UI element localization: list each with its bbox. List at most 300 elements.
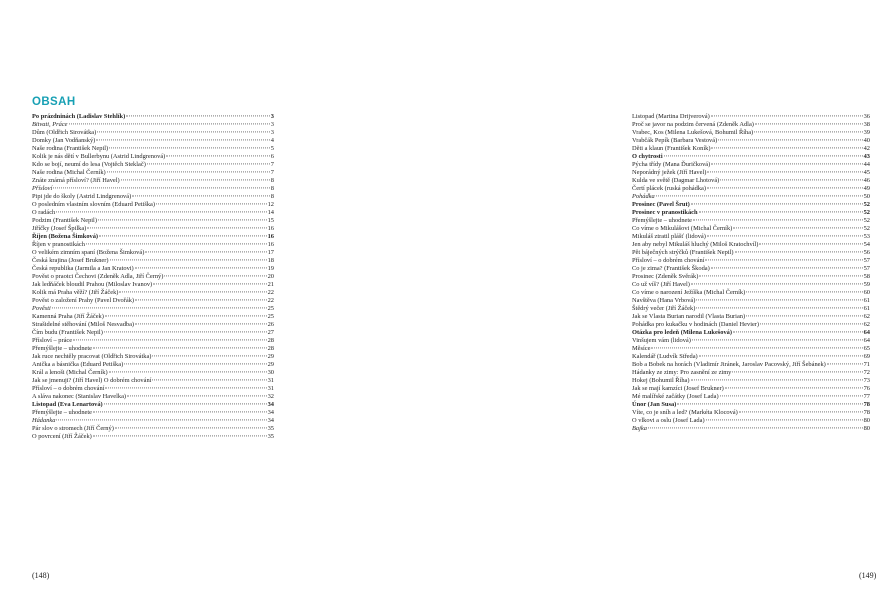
toc-entry-page: 76: [863, 385, 870, 392]
toc-entry-title: Otázka pro ledeň (Milena Lukešová): [632, 329, 733, 336]
dot-leader: [98, 219, 267, 220]
toc-entry-page: 35: [267, 433, 274, 440]
toc-entry-title: Pipi jde do školy (Astrid Lindgrenová): [32, 193, 132, 200]
toc-entry-page: 7: [270, 161, 274, 168]
toc-entry-title: Měsíce: [632, 345, 651, 352]
toc-entry-page: 22: [267, 297, 274, 304]
toc-entry-page: 61: [863, 305, 870, 312]
toc-entry: [632, 329, 870, 337]
toc-entry-page: 30: [267, 369, 274, 376]
toc-entry: [632, 161, 870, 169]
toc-entry: [32, 121, 274, 129]
toc-entry-title: Listopad (Eva Lenartová): [32, 401, 103, 408]
toc-entry-title: Vrabčák Pepík (Barbara Vestová): [632, 137, 718, 144]
toc-entry: [32, 297, 274, 305]
toc-entry-title: Pýcha třídy (Mana Ďuričková): [632, 161, 711, 168]
dot-leader: [733, 227, 862, 228]
toc-entry: [32, 289, 274, 297]
toc-entry-title: Kamenná Praha (Jiří Žáček): [32, 313, 104, 320]
dot-leader: [691, 203, 863, 204]
toc-entry: [32, 417, 274, 425]
toc-entry-title: Král a lenoši (Michal Černík): [32, 369, 108, 376]
toc-entry-page: 26: [267, 321, 274, 328]
dot-leader: [119, 291, 266, 292]
right-page: [300, 0, 876, 600]
dot-leader: [156, 203, 267, 204]
dot-leader: [746, 315, 863, 316]
dot-leader: [153, 283, 266, 284]
toc-entry: [32, 273, 274, 281]
toc-entry-title: Vinšujem vám (lidová): [632, 337, 691, 344]
toc-entry: [32, 177, 274, 185]
toc-entry-page: 16: [267, 233, 274, 240]
dot-leader: [105, 387, 266, 388]
toc-entry: [32, 113, 274, 121]
toc-entry-title: O vlkovi a oslu (Josef Lada): [632, 417, 705, 424]
toc-entry: [32, 393, 274, 401]
dot-leader: [827, 363, 863, 364]
toc-entry-title: Říjen v pranostikách: [32, 241, 85, 248]
dot-leader: [711, 115, 863, 116]
toc-entry-page: 54: [863, 241, 870, 248]
toc-entry-title: Kalendář (Ludvík Středa): [632, 353, 698, 360]
toc-entry: [32, 337, 274, 345]
toc-entry-page: 62: [863, 321, 870, 328]
toc-entry-title: Vrabec, Kos (Milena Lukešová, Bohumil Říha): [632, 129, 754, 136]
dot-leader: [656, 195, 863, 196]
dot-leader: [93, 411, 267, 412]
toc-entry-page: 64: [863, 337, 870, 344]
toc-entry-page: 27: [267, 329, 274, 336]
toc-entry-page: 5: [270, 145, 274, 152]
dot-leader: [135, 267, 267, 268]
toc-entry: [632, 353, 870, 361]
toc-entry-page: 40: [863, 137, 870, 144]
dot-leader: [109, 371, 267, 372]
dot-leader: [707, 171, 862, 172]
toc-entry: [632, 129, 870, 137]
dot-leader: [720, 395, 863, 396]
toc-entry-title: Kdo se bojí, neumí do lesa (Vojtěch Steklač): [32, 161, 146, 168]
dot-leader: [691, 379, 863, 380]
toc-entry-page: 45: [863, 169, 870, 176]
toc-entry: [632, 337, 870, 345]
toc-entry-title: Pár slov o stromech (Jiří Černý): [32, 425, 114, 432]
toc-entry: [632, 225, 870, 233]
toc-entry-page: 60: [863, 289, 870, 296]
toc-entry: [632, 185, 870, 193]
toc-entry: [32, 377, 274, 385]
toc-entry-title: Hádanka: [32, 417, 56, 424]
toc-entry-page: 7: [270, 169, 274, 176]
toc-entry-title: Přemýšlejte – uhodnete: [632, 217, 692, 224]
dot-leader: [735, 251, 863, 252]
dot-leader: [699, 275, 862, 276]
toc-entry: [632, 425, 870, 433]
toc-entry-title: Domky (Jan Vodňanský): [32, 137, 96, 144]
toc-entry-page: 17: [267, 249, 274, 256]
toc-entry: [32, 137, 274, 145]
dot-leader: [132, 195, 270, 196]
toc-entry-title: Strašidelné stěhování (Miloš Nesvadba): [32, 321, 135, 328]
toc-entry: [632, 305, 870, 313]
toc-entry: [632, 417, 870, 425]
toc-entry-page: 29: [267, 361, 274, 368]
toc-entry-page: 52: [863, 217, 870, 224]
toc-entry: [632, 401, 870, 409]
toc-entry-title: Bitvati, Práce: [32, 121, 68, 128]
toc-entry-title: Jiříčky (Josef Špilka): [32, 225, 87, 232]
toc-entry-title: Přemýšlejte – uhodnete: [32, 345, 92, 352]
dot-leader: [107, 171, 270, 172]
toc-entry-title: Mé malířské začátky (Josef Lada): [632, 393, 719, 400]
toc-entry: [32, 241, 274, 249]
toc-entry: [632, 177, 870, 185]
dot-leader: [121, 179, 270, 180]
dot-leader: [718, 139, 862, 140]
toc-entry: [632, 385, 870, 393]
toc-entry-title: Přísloví – o dobrém chování: [632, 257, 705, 264]
left-page: [0, 0, 300, 600]
dot-leader: [706, 419, 863, 420]
toc-entry-title: Co už víš? (Jiří Havel): [632, 281, 690, 288]
toc-entry: [32, 257, 274, 265]
toc-entry: [32, 361, 274, 369]
toc-entry-title: Bob a Bobek na horách (Vladimír Jiránek, Jaroslav Pacovský, Jiří Šebánek): [632, 361, 826, 368]
toc-entry: [632, 193, 870, 201]
dot-leader: [732, 371, 862, 372]
toc-entry: [32, 345, 274, 353]
toc-entry: [32, 433, 274, 441]
toc-entry-page: 77: [863, 393, 870, 400]
toc-entry-title: Jak se Vlasta Burian narodil (Vlasta Burian): [632, 313, 746, 320]
toc-entry-page: 15: [267, 217, 274, 224]
dot-leader: [755, 123, 863, 124]
toc-entry: [632, 297, 870, 305]
toc-entry: [32, 185, 274, 193]
toc-entry: [32, 193, 274, 201]
dot-leader: [677, 403, 862, 404]
toc-entry-title: Pohádka pro kukačku v hodinách (Daniel Hevier): [632, 321, 760, 328]
toc-entry: [632, 393, 870, 401]
toc-entry-page: 21: [267, 281, 274, 288]
dot-leader: [135, 299, 267, 300]
toc-entry: [32, 161, 274, 169]
dot-leader: [96, 139, 269, 140]
toc-entry-page: 32: [267, 393, 274, 400]
toc-entry-title: Únor (Jan Susa): [632, 401, 677, 408]
dot-leader: [707, 235, 863, 236]
dot-leader: [760, 323, 863, 324]
dot-leader: [93, 347, 267, 348]
toc-entry-page: 35: [267, 425, 274, 432]
toc-entry: [32, 353, 274, 361]
toc-entry-page: 71: [863, 361, 870, 368]
dot-leader: [124, 363, 266, 364]
dot-leader: [127, 395, 267, 396]
toc-entry: [32, 225, 274, 233]
dot-leader: [104, 331, 267, 332]
toc-entry-title: O posledním vlastním slovním (Eduard Petiška): [32, 201, 156, 208]
toc-entry: [32, 369, 274, 377]
toc-entry-title: Jak ledňáček bloudil Prahou (Miloslav Ivanov): [32, 281, 153, 288]
toc-entry: [32, 321, 274, 329]
toc-entry-title: Dům (Oldřich Sirovátka): [32, 129, 97, 136]
toc-entry-title: Jak se mají kamzíci (Josef Brukner): [632, 385, 724, 392]
dot-leader: [145, 251, 266, 252]
dot-leader: [739, 411, 863, 412]
dot-leader: [754, 131, 862, 132]
dot-leader: [93, 435, 267, 436]
toc-entry-title: Pověst o praotci Čechovi (Zdeněk Adla, Jiří Černý): [32, 273, 164, 280]
toc-entry-page: 46: [863, 177, 870, 184]
dot-leader: [699, 355, 863, 356]
toc-entry-title: Hádanky ze zimy: Pro zasnění ze zimy: [632, 369, 732, 376]
dot-leader: [711, 147, 862, 148]
toc-entry-title: Kolik je nás dětí v Bullerbynu (Astrid Lindgrenová): [32, 153, 166, 160]
toc-entry-title: Podzim (František Nepil): [32, 217, 97, 224]
dot-leader: [648, 427, 863, 428]
toc-list-right: [632, 113, 870, 433]
toc-entry-title: Naše rodina (Michal Černík): [32, 169, 106, 176]
toc-entry-title: Přísloví – o dobrém chování: [32, 385, 105, 392]
toc-entry: [32, 305, 274, 313]
dot-leader: [73, 339, 266, 340]
toc-title: OBSAH: [32, 96, 76, 108]
toc-entry-page: 12: [267, 201, 274, 208]
dot-leader: [166, 155, 270, 156]
toc-entry-title: Co je zima? (František Škoda): [632, 265, 710, 272]
toc-entry-title: Pět báječných strýčků (František Nepil): [632, 249, 734, 256]
toc-entry-page: 3: [270, 129, 274, 136]
toc-entry-page: 52: [863, 201, 870, 208]
toc-entry: [632, 217, 870, 225]
toc-entry-title: Čím budu (František Nepil): [32, 329, 103, 336]
toc-entry-page: 39: [863, 129, 870, 136]
dot-leader: [699, 211, 863, 212]
toc-entry: [32, 401, 274, 409]
toc-entry-page: 6: [270, 153, 274, 160]
toc-entry-page: 73: [863, 377, 870, 384]
toc-entry-title: Česká republika (Jarmila a Jan Kratovi): [32, 265, 134, 272]
toc-entry: [32, 201, 274, 209]
toc-entry-title: Hokej (Bohumil Říha): [632, 377, 690, 384]
toc-entry: [32, 249, 274, 257]
dot-leader: [720, 179, 862, 180]
toc-entry-title: Bajka: [632, 425, 647, 432]
toc-entry-page: 20: [267, 273, 274, 280]
toc-entry-title: Proč se javor na podzim červená (Zdeněk Adla): [632, 121, 754, 128]
toc-entry-page: 78: [863, 409, 870, 416]
dot-leader: [693, 219, 863, 220]
dot-leader: [135, 323, 267, 324]
dot-leader: [746, 291, 862, 292]
page-number-right: (149): [859, 571, 876, 580]
toc-entry: [632, 121, 870, 129]
toc-entry-page: 57: [863, 265, 870, 272]
dot-leader: [126, 115, 270, 116]
toc-entry-title: Přísloví: [32, 185, 53, 192]
toc-entry-page: 19: [267, 265, 274, 272]
dot-leader: [759, 243, 862, 244]
toc-entry-title: Co víme o Mikulášovi (Michal Černík): [632, 225, 733, 232]
toc-entry: [632, 281, 870, 289]
toc-entry: [632, 313, 870, 321]
dot-leader: [97, 131, 270, 132]
toc-entry-page: 3: [270, 113, 274, 120]
toc-entry-page: 16: [267, 241, 274, 248]
toc-entry-page: 22: [267, 289, 274, 296]
toc-entry: [632, 137, 870, 145]
dot-leader: [86, 243, 267, 244]
toc-entry-title: Anička a básnička (Eduard Petiška): [32, 361, 124, 368]
toc-entry-page: 25: [267, 313, 274, 320]
toc-entry-page: 61: [863, 297, 870, 304]
dot-leader: [707, 187, 863, 188]
dot-leader: [147, 163, 270, 164]
toc-entry-page: 25: [267, 305, 274, 312]
toc-entry-title: Jen aby nebyl Mikuláš hluchý (Miloš Kratochvíl): [632, 241, 759, 248]
toc-entry-page: 42: [863, 145, 870, 152]
toc-entry-page: 18: [267, 257, 274, 264]
toc-entry-title: Děti a klaun (František Koník): [632, 145, 711, 152]
toc-entry: [632, 153, 870, 161]
toc-entry-page: 3: [270, 121, 274, 128]
dot-leader: [104, 403, 267, 404]
toc-entry: [632, 209, 870, 217]
toc-entry-page: 43: [863, 153, 870, 160]
toc-entry-page: 44: [863, 161, 870, 168]
toc-entry-page: 31: [267, 385, 274, 392]
toc-entry-page: 16: [267, 225, 274, 232]
toc-entry-title: Pověst o založení Prahy (Pavel Dvořák): [32, 297, 135, 304]
toc-entry-title: Pohádka: [632, 193, 655, 200]
toc-entry: [32, 425, 274, 433]
dot-leader: [664, 155, 863, 156]
toc-entry-title: Prosinec (Pavel Šrut): [632, 201, 690, 208]
toc-entry: [632, 145, 870, 153]
toc-entry: [32, 169, 274, 177]
toc-entry: [632, 321, 870, 329]
dot-leader: [152, 355, 266, 356]
toc-entry-title: Naše rodina (František Nepil): [32, 145, 109, 152]
toc-entry: [32, 145, 274, 153]
dot-leader: [651, 347, 862, 348]
dot-leader: [733, 331, 863, 332]
toc-entry-title: Jak se jmenuji? (Jiří Havel) O dobrém chování: [32, 377, 152, 384]
dot-leader: [696, 299, 862, 300]
toc-entry-page: 69: [863, 353, 870, 360]
toc-entry: [632, 361, 870, 369]
toc-entry: [632, 233, 870, 241]
toc-entry-page: 34: [267, 409, 274, 416]
toc-entry: [632, 257, 870, 265]
toc-entry: [32, 385, 274, 393]
toc-entry: [32, 409, 274, 417]
dot-leader: [56, 211, 266, 212]
toc-entry-title: O chytrosti: [632, 153, 663, 160]
dot-leader: [164, 275, 266, 276]
toc-entry: [632, 169, 870, 177]
dot-leader: [87, 227, 266, 228]
toc-entry-title: Kulda ve světě (Dagmar Lhotová): [632, 177, 720, 184]
toc-entry-page: 8: [270, 193, 274, 200]
dot-leader: [53, 187, 270, 188]
dot-leader: [705, 259, 862, 260]
page-number-left: (148): [32, 571, 50, 580]
toc-entry: [632, 265, 870, 273]
toc-entry-title: Mikuláš ztratil plášť (lidová): [632, 233, 706, 240]
toc-entry-title: Kolik má Praha věží? (Jiří Žáček): [32, 289, 119, 296]
toc-entry-title: Pověsti: [32, 305, 51, 312]
toc-entry-title: Čertí plácek (ruská pohádka): [632, 185, 706, 192]
toc-entry-page: 56: [863, 249, 870, 256]
toc-entry-page: 34: [267, 417, 274, 424]
toc-entry: [32, 153, 274, 161]
toc-entry-page: 80: [863, 425, 870, 432]
toc-entry: [32, 233, 274, 241]
toc-entry-title: Prosinec v pranostikách: [632, 209, 698, 216]
toc-entry-page: 29: [267, 353, 274, 360]
toc-entry-title: Po prázdninách (Ladislav Stehlík): [32, 113, 126, 120]
dot-leader: [56, 419, 266, 420]
toc-entry-title: Říjen (Božena Šimková): [32, 233, 99, 240]
toc-entry-title: Víte, co je sníh a led? (Markéta Klocová): [632, 409, 738, 416]
toc-entry-page: 38: [863, 121, 870, 128]
toc-entry-page: 80: [863, 417, 870, 424]
toc-entry-page: 4: [270, 137, 274, 144]
toc-entry: [632, 113, 870, 121]
toc-entry: [632, 273, 870, 281]
toc-entry: [632, 369, 870, 377]
toc-entry-page: 31: [267, 377, 274, 384]
toc-entry: [32, 281, 274, 289]
toc-entry-page: 28: [267, 337, 274, 344]
toc-entry-page: 49: [863, 185, 870, 192]
toc-entry: [632, 409, 870, 417]
dot-leader: [711, 267, 863, 268]
dot-leader: [152, 379, 266, 380]
toc-entry-page: 36: [863, 113, 870, 120]
toc-entry-title: A sláva nakonec (Stanislav Havelka): [32, 393, 127, 400]
toc-entry: [632, 345, 870, 353]
toc-entry-title: Znáte známá přísloví? (Jiří Havel): [32, 177, 120, 184]
toc-entry-page: 50: [863, 193, 870, 200]
toc-entry: [32, 313, 274, 321]
toc-entry-page: 28: [267, 345, 274, 352]
toc-entry: [32, 265, 274, 273]
toc-entry-page: 53: [863, 233, 870, 240]
toc-entry: [632, 201, 870, 209]
dot-leader: [696, 307, 862, 308]
toc-entry-page: 78: [863, 401, 870, 408]
toc-entry: [632, 249, 870, 257]
toc-entry-title: Štědrý večer (Jiří Žáček): [632, 305, 696, 312]
toc-entry-title: Co víme o narození Ježíška (Michal Černík): [632, 289, 746, 296]
toc-entry-page: 14: [267, 209, 274, 216]
toc-entry-page: 34: [267, 401, 274, 408]
toc-entry-page: 8: [270, 185, 274, 192]
dot-leader: [109, 147, 270, 148]
toc-entry-page: 72: [863, 369, 870, 376]
dot-leader: [115, 427, 267, 428]
toc-entry-title: Jak ruce nechtěly pracovat (Oldřich Sirovátka): [32, 353, 152, 360]
toc-entry-title: O povrcení (Jiří Žáček): [32, 433, 92, 440]
toc-entry-page: 57: [863, 257, 870, 264]
toc-entry: [632, 377, 870, 385]
toc-entry-page: 52: [863, 209, 870, 216]
toc-entry-title: Přísloví – práce: [32, 337, 73, 344]
